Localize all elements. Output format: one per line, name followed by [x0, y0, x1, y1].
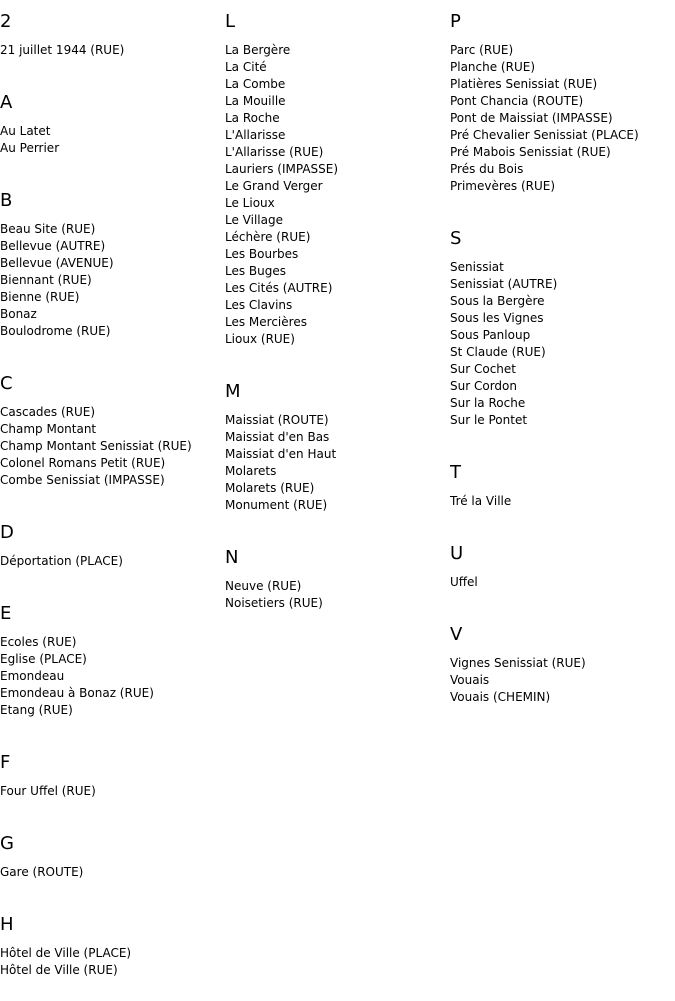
street-name: Parc (RUE) — [450, 43, 514, 57]
street-name: Senissiat (AUTRE) — [450, 277, 558, 291]
street-list — [450, 564, 675, 613]
street-name: Tré la Ville — [450, 494, 512, 508]
street-name: Les Bourbes — [225, 247, 299, 261]
letter-heading: P — [450, 11, 461, 32]
street-name: Pré Mabois Senissiat (RUE) — [450, 145, 611, 159]
letter-heading: V — [450, 624, 463, 645]
letter-heading: 2 — [0, 11, 12, 32]
street-name: Les Clavins — [225, 298, 293, 312]
street-name: Prés du Bois — [450, 162, 524, 176]
street-list — [0, 394, 225, 511]
street-list — [0, 773, 225, 822]
letter-heading: M — [225, 381, 241, 402]
street-name: Hôtel de Ville (PLACE) — [0, 946, 132, 960]
street-name: Maissiat (ROUTE) — [225, 413, 329, 427]
street-name: Gare (ROUTE) — [0, 865, 84, 879]
street-name: La Bergère — [225, 43, 291, 57]
street-name: Champ Montant — [0, 422, 97, 436]
street-name: L'Allarisse — [225, 128, 286, 142]
street-list — [225, 568, 450, 634]
letter-group — [450, 613, 675, 728]
letter-heading: B — [0, 190, 13, 211]
street-name: Molarets (RUE) — [225, 481, 315, 495]
street-name: Sous Panloup — [450, 328, 531, 342]
street-name: Sous la Bergère — [450, 294, 545, 308]
street-name: Lioux (RUE) — [225, 332, 295, 346]
street-name: Bellevue (AUTRE) — [0, 239, 106, 253]
letter-group — [0, 81, 225, 179]
street-name: Neuve (RUE) — [225, 579, 302, 593]
street-name: La Combe — [225, 77, 286, 91]
street-list — [0, 543, 225, 592]
street-name: Boulodrome (RUE) — [0, 324, 111, 338]
street-name: Noisetiers (RUE) — [225, 596, 323, 610]
letter-group — [0, 741, 225, 822]
letter-heading: U — [450, 543, 464, 564]
street-list — [450, 249, 675, 451]
letter-group — [0, 362, 225, 511]
letter-group — [0, 822, 225, 903]
street-column-3 — [450, 0, 675, 728]
street-name: Les Buges — [225, 264, 287, 278]
street-name: La Roche — [225, 111, 280, 125]
street-name: Vignes Senissiat (RUE) — [450, 656, 586, 670]
street-name: Four Uffel (RUE) — [0, 784, 96, 798]
street-column-2 — [225, 0, 450, 634]
street-list — [0, 32, 225, 81]
letter-group — [450, 0, 675, 217]
street-name: Pont Chancia (ROUTE) — [450, 94, 584, 108]
street-name: La Cité — [225, 60, 267, 74]
street-name: St Claude (RUE) — [450, 345, 546, 359]
street-list — [0, 211, 225, 362]
street-name: Bonaz — [0, 307, 37, 321]
street-name: Molarets — [225, 464, 277, 478]
letter-group — [0, 592, 225, 741]
street-name: Colonel Romans Petit (RUE) — [0, 456, 166, 470]
street-name: Sur la Roche — [450, 396, 526, 410]
street-list — [450, 483, 675, 532]
street-name: Biennant (RUE) — [0, 273, 92, 287]
street-name: Emondeau — [0, 669, 65, 683]
street-name: Hôtel de Ville (RUE) — [0, 963, 118, 977]
street-list — [0, 113, 225, 179]
street-name: Sur le Pontet — [450, 413, 528, 427]
street-name: Uffel — [450, 575, 478, 589]
letter-group — [0, 903, 225, 1001]
street-name: Planche (RUE) — [450, 60, 535, 74]
street-name: Etang (RUE) — [0, 703, 73, 717]
street-name: Le Village — [225, 213, 283, 227]
street-name: L'Allarisse (RUE) — [225, 145, 324, 159]
street-name: Monument (RUE) — [225, 498, 328, 512]
street-name: Le Lioux — [225, 196, 275, 210]
letter-heading: F — [0, 752, 11, 773]
street-name: Au Latet — [0, 124, 51, 138]
street-name: Senissiat — [450, 260, 504, 274]
street-list — [225, 402, 450, 536]
letter-heading: N — [225, 547, 239, 568]
letter-heading: S — [450, 228, 462, 249]
letter-group — [450, 217, 675, 451]
street-column-1 — [0, 0, 225, 1001]
street-name: Cascades (RUE) — [0, 405, 96, 419]
letter-heading: H — [0, 914, 14, 935]
letter-group — [0, 179, 225, 362]
letter-heading: A — [0, 92, 13, 113]
street-name: Maissiat d'en Bas — [225, 430, 330, 444]
street-name: Sous les Vignes — [450, 311, 544, 325]
letter-group — [450, 532, 675, 613]
letter-group — [0, 511, 225, 592]
street-name: Pont de Maissiat (IMPASSE) — [450, 111, 613, 125]
street-name: Léchère (RUE) — [225, 230, 311, 244]
letter-group — [225, 0, 450, 370]
street-name: Lauriers (IMPASSE) — [225, 162, 339, 176]
street-list — [450, 645, 675, 728]
letter-heading: C — [0, 373, 13, 394]
street-name: Emondeau à Bonaz (RUE) — [0, 686, 154, 700]
street-name: Déportation (PLACE) — [0, 554, 123, 568]
letter-heading: D — [0, 522, 14, 543]
street-name: 21 juillet 1944 (RUE) — [0, 43, 125, 57]
letter-group — [225, 370, 450, 536]
letter-heading: E — [0, 603, 12, 624]
street-name: Maissiat d'en Haut — [225, 447, 337, 461]
street-name: Champ Montant Senissiat (RUE) — [0, 439, 192, 453]
street-name: Pré Chevalier Senissiat (PLACE) — [450, 128, 639, 142]
street-name: Sur Cordon — [450, 379, 517, 393]
street-name: Bienne (RUE) — [0, 290, 80, 304]
street-list — [0, 935, 225, 1001]
street-list — [0, 854, 225, 903]
street-name: Au Perrier — [0, 141, 60, 155]
street-list — [225, 32, 450, 370]
street-name: Platières Senissiat (RUE) — [450, 77, 598, 91]
street-name: Eglise (PLACE) — [0, 652, 87, 666]
street-name: Vouais (CHEMIN) — [450, 690, 551, 704]
street-name: La Mouille — [225, 94, 286, 108]
street-name: Beau Site (RUE) — [0, 222, 96, 236]
street-name: Le Grand Verger — [225, 179, 323, 193]
street-name: Les Mercières — [225, 315, 307, 329]
letter-group — [0, 0, 225, 81]
street-name: Combe Senissiat (IMPASSE) — [0, 473, 165, 487]
letter-group — [225, 536, 450, 634]
letter-group — [450, 451, 675, 532]
letter-heading: L — [225, 11, 236, 32]
street-list — [450, 32, 675, 217]
street-name: Sur Cochet — [450, 362, 516, 376]
street-name: Bellevue (AVENUE) — [0, 256, 114, 270]
street-name: Ecoles (RUE) — [0, 635, 77, 649]
street-name: Primevères (RUE) — [450, 179, 556, 193]
street-name: Vouais — [450, 673, 490, 687]
letter-heading: G — [0, 833, 14, 854]
street-name: Les Cités (AUTRE) — [225, 281, 333, 295]
letter-heading: T — [450, 462, 461, 483]
street-list — [0, 624, 225, 741]
